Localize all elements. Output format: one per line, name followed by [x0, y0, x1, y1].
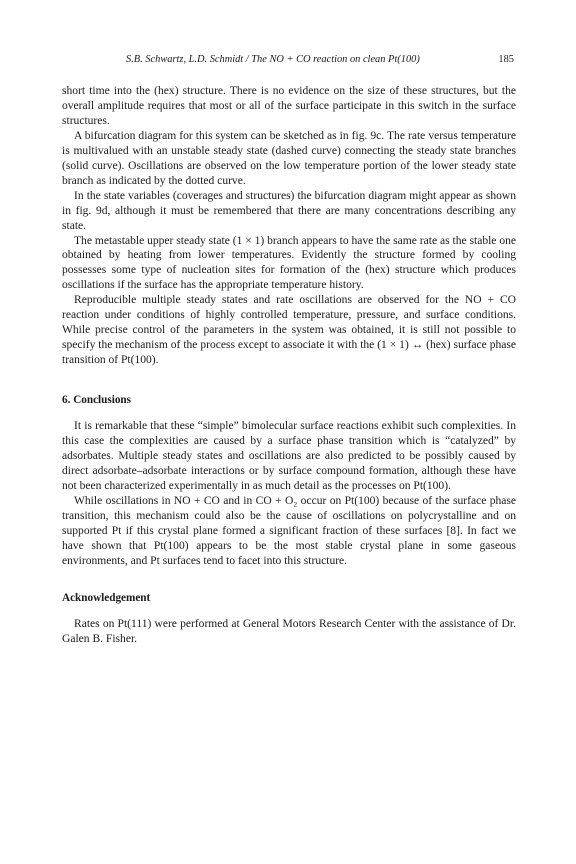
running-head-title: S.B. Schwartz, L.D. Schmidt / The NO + CO reaction on clean Pt(100)	[126, 54, 420, 65]
running-head	[62, 54, 516, 72]
page-number: 185	[498, 54, 514, 65]
article-body	[62, 84, 516, 647]
paragraph: It is remarkable that these “simple” bimolecular surface reactions exhibit such complexities. In this case the complexities are caused by a surface phase transition which is “catalyzed” by adsorbates. Multiple steady states and oscillations are also predicted to be possibly caused by direct adsorbate–adsorbate interactions or by surface compound formation, although these have not been characterized experimentally in as much detail as the processes on Pt(100).	[62, 420, 516, 492]
paragraph: short time into the (hex) structure. There is no evidence on the size of these structures, but the overall amplitude requires that most or all of the surface participate in this switch in the surface structures.	[62, 85, 516, 127]
paragraph: While oscillations in NO + CO and in CO + O₂ occur on Pt(100) because of the surface phase transition, this mechanism could also be the cause of oscillations on polycrystalline and on supported Pt if this crystal plane formed a significant fraction of these surfaces [8]. In fact we have shown that Pt(100) appears to be the most stable crystal plane in some gaseous environments, and Pt surfaces tend to facet into this structure.	[62, 494, 516, 567]
journal-page	[62, 54, 516, 647]
paragraph: Reproducible multiple steady states and rate oscillations are observed for the NO + CO reaction under conditions of highly controlled temperature, pressure, and surface conditions. While precise control of the parameters in the system was obtained, it is still not possible to specify the mechanism of the process except to associate it with the (1 × 1) ↔ (hex) surface phase transition of Pt(100).	[62, 294, 516, 367]
acknowledgement-text: Rates on Pt(111) were performed at General Motors Research Center with the assistance of Dr. Galen B. Fisher.	[62, 617, 516, 645]
section-heading-acknowledgement: Acknowledgement	[62, 591, 151, 604]
paragraph: In the state variables (coverages and structures) the bifurcation diagram might appear as shown in fig. 9d, although it must be remembered that there are many concentrations describing any state.	[62, 189, 516, 232]
paragraph: The metastable upper steady state (1 × 1) branch appears to have the same rate as the stable one obtained by heating from lower temperatures. Evidently the structure formed by cooling possesses some type of nucleation sites for formation of the (hex) structure which produces oscillations if the surface has the appropriate temperature history.	[62, 234, 516, 292]
paragraph: A bifurcation diagram for this system can be sketched as in fig. 9c. The rate versus temperature is multivalued with an unstable steady state (dashed curve) connecting the steady state branches (solid curve). Oscillations are observed on the low temperature portion of the lower steady state branch as indicated by the dotted curve.	[62, 129, 516, 187]
section-heading-conclusions: 6. Conclusions	[62, 394, 132, 407]
